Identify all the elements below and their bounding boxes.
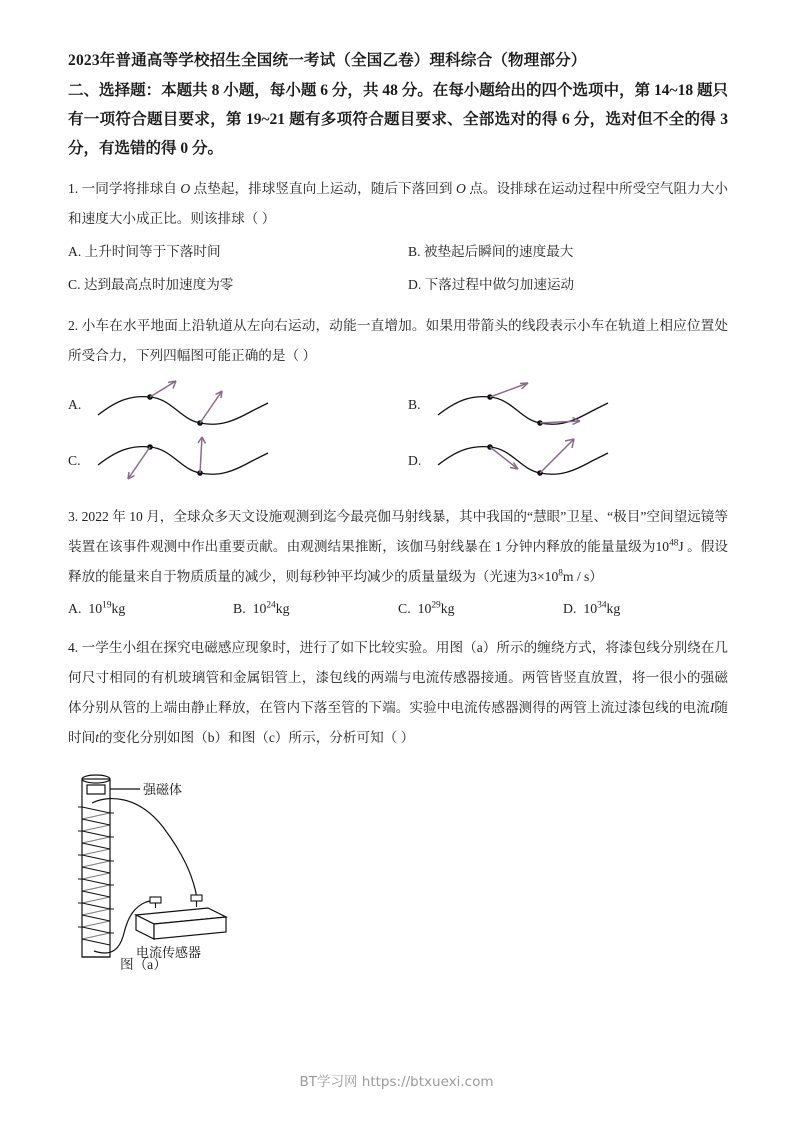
question-4 xyxy=(68,633,728,985)
question-1 xyxy=(68,174,728,300)
q3-text-part-1: 3. 2022 年 10 月，全球众多天文设施观测到迄今最亮伽马射线暴，其中我国的“慧眼”卫星、“极目”空间望远镜等装置在该事件观测中作出重要贡献。由观测结果推断，该伽马射线暴在 1 分钟内释放的能量量级为10 xyxy=(68,509,728,554)
question-2-option-a-label: A. xyxy=(68,397,82,412)
question-3-option-c-exp: 29 xyxy=(431,600,441,611)
question-2-option-a-diagram xyxy=(94,379,284,431)
question-2-option-b[interactable] xyxy=(408,379,624,431)
question-1-option-a[interactable]: A. 上升时间等于下落时间 xyxy=(68,244,221,259)
question-3-option-a-letter: A. xyxy=(68,601,82,616)
question-3-option-a[interactable] xyxy=(68,596,233,622)
question-3-option-b[interactable] xyxy=(233,596,398,622)
question-3-option-d-exp: 34 xyxy=(597,600,607,611)
question-2-option-d-label: D. xyxy=(408,453,422,468)
page-title: 2023年普通高等学校招生全国统一考试（全国乙卷）理科综合（物理部分） xyxy=(68,52,587,69)
q3-exponent-8: 8 xyxy=(558,567,563,578)
question-3-option-a-base: 10 xyxy=(88,601,103,616)
question-3-option-d-unit: kg xyxy=(606,601,621,616)
question-3 xyxy=(68,502,728,622)
question-4-stem xyxy=(68,633,728,753)
question-3-option-b-exp: 24 xyxy=(266,600,276,611)
question-3-options xyxy=(68,596,728,622)
question-2-stem: 2. 小车在水平地面上沿轨道从左向右运动，动能一直增加。如果用带箭头的线段表示小车在轨道上相应位置处所受合力，下列四幅图可能正确的是（ ） xyxy=(68,318,728,363)
question-2-option-d[interactable] xyxy=(408,435,624,487)
question-3-option-b-unit: kg xyxy=(275,601,290,616)
question-3-option-a-unit: kg xyxy=(111,601,126,616)
question-3-option-a-exp: 19 xyxy=(102,600,112,611)
question-1-option-c[interactable]: C. 达到最高点时加速度为零 xyxy=(68,277,234,292)
question-3-option-b-base: 10 xyxy=(252,601,267,616)
question-2-option-c[interactable] xyxy=(68,435,284,487)
figure-a-caption: 图（a） xyxy=(120,957,167,972)
question-3-option-d-letter: D. xyxy=(563,601,577,616)
page-footer: BT学习网 https://btxuexi.com xyxy=(299,1074,494,1090)
section-instructions: 二、选择题：本题共 8 小题，每小题 6 分，共 48 分。在每小题给出的四个选项中，第 14~18 题只有一项符合题目要求，第 19~21 题有多项符合题目要求、全部选对的得 6 分，选对但不全的得 3 分，有选错的得 0 分。 xyxy=(68,82,728,157)
question-2-option-d-diagram xyxy=(434,435,624,487)
q1-italic-O-1: O xyxy=(180,181,191,196)
question-3-stem xyxy=(68,502,728,592)
current-sensor-label: 电流传感器 xyxy=(136,946,202,961)
q1-italic-O-2: O xyxy=(455,181,466,196)
question-1-option-d[interactable]: D. 下落过程中做匀加速运动 xyxy=(408,277,575,292)
q4-text-part-1: 4. 一学生小组在探究电磁感应现象时，进行了如下比较实验。用图（a）所示的缠绕方式，将漆包线分别绕在几何尺寸相同的有机玻璃管和金属铝管上，漆包线的两端与电流传感器接通。两管皆竖直放置，将一很小的强磁体分别从管的上端由静止释放，在管内下落至管的下端。实验中电流传感器测得的两管上流过漆包线的电流 xyxy=(68,640,728,715)
question-2-option-b-diagram xyxy=(434,379,624,431)
q4-italic-I: I xyxy=(709,700,715,715)
question-2 xyxy=(68,311,728,491)
q3-text-part-2: J 。假设释放的能量来自于物质质量的减少，则每秒钟平均减少的质量量级为（光速为3×10 xyxy=(68,539,728,584)
question-3-option-c-unit: kg xyxy=(440,601,455,616)
q1-text-part-3: 点。设排球在运动过程中所受空气阻力大小和速度大小成正比。则该排球（ ） xyxy=(68,181,728,226)
question-3-option-c-base: 10 xyxy=(417,601,432,616)
question-2-option-c-label: C. xyxy=(68,453,81,468)
figure-a-diagram xyxy=(68,767,388,967)
q3-text-part-3: m / s） xyxy=(562,569,603,584)
question-1-option-b[interactable]: B. 被垫起后瞬间的速度最大 xyxy=(408,244,574,259)
question-2-option-a[interactable] xyxy=(68,379,284,431)
document-content xyxy=(68,48,728,985)
q4-text-part-2: 随时间 xyxy=(68,700,728,745)
q4-italic-t: t xyxy=(95,730,99,745)
question-3-option-d[interactable] xyxy=(563,596,728,622)
question-2-option-c-diagram xyxy=(94,435,284,487)
question-3-option-d-base: 10 xyxy=(583,601,598,616)
question-3-option-c[interactable] xyxy=(398,596,563,622)
question-1-options-row-2 xyxy=(68,269,728,300)
q1-text-part-1: 1. 一同学将排球自 xyxy=(68,181,181,196)
question-2-figures xyxy=(68,379,728,491)
question-1-options-row-1 xyxy=(68,236,728,267)
q3-exponent-48: 48 xyxy=(669,537,679,548)
question-1-stem xyxy=(68,174,728,234)
figure-a xyxy=(68,767,728,985)
question-2-option-b-label: B. xyxy=(408,397,421,412)
magnet-label: 强磁体 xyxy=(143,783,183,798)
q1-text-part-2: 点垫起，排球竖直向上运动，随后下落回到 xyxy=(190,181,456,196)
question-3-option-c-letter: C. xyxy=(398,601,411,616)
question-3-option-b-letter: B. xyxy=(233,601,246,616)
q4-text-part-3: 的变化分别如图（b）和图（c）所示，分析可知（ ） xyxy=(98,730,415,745)
